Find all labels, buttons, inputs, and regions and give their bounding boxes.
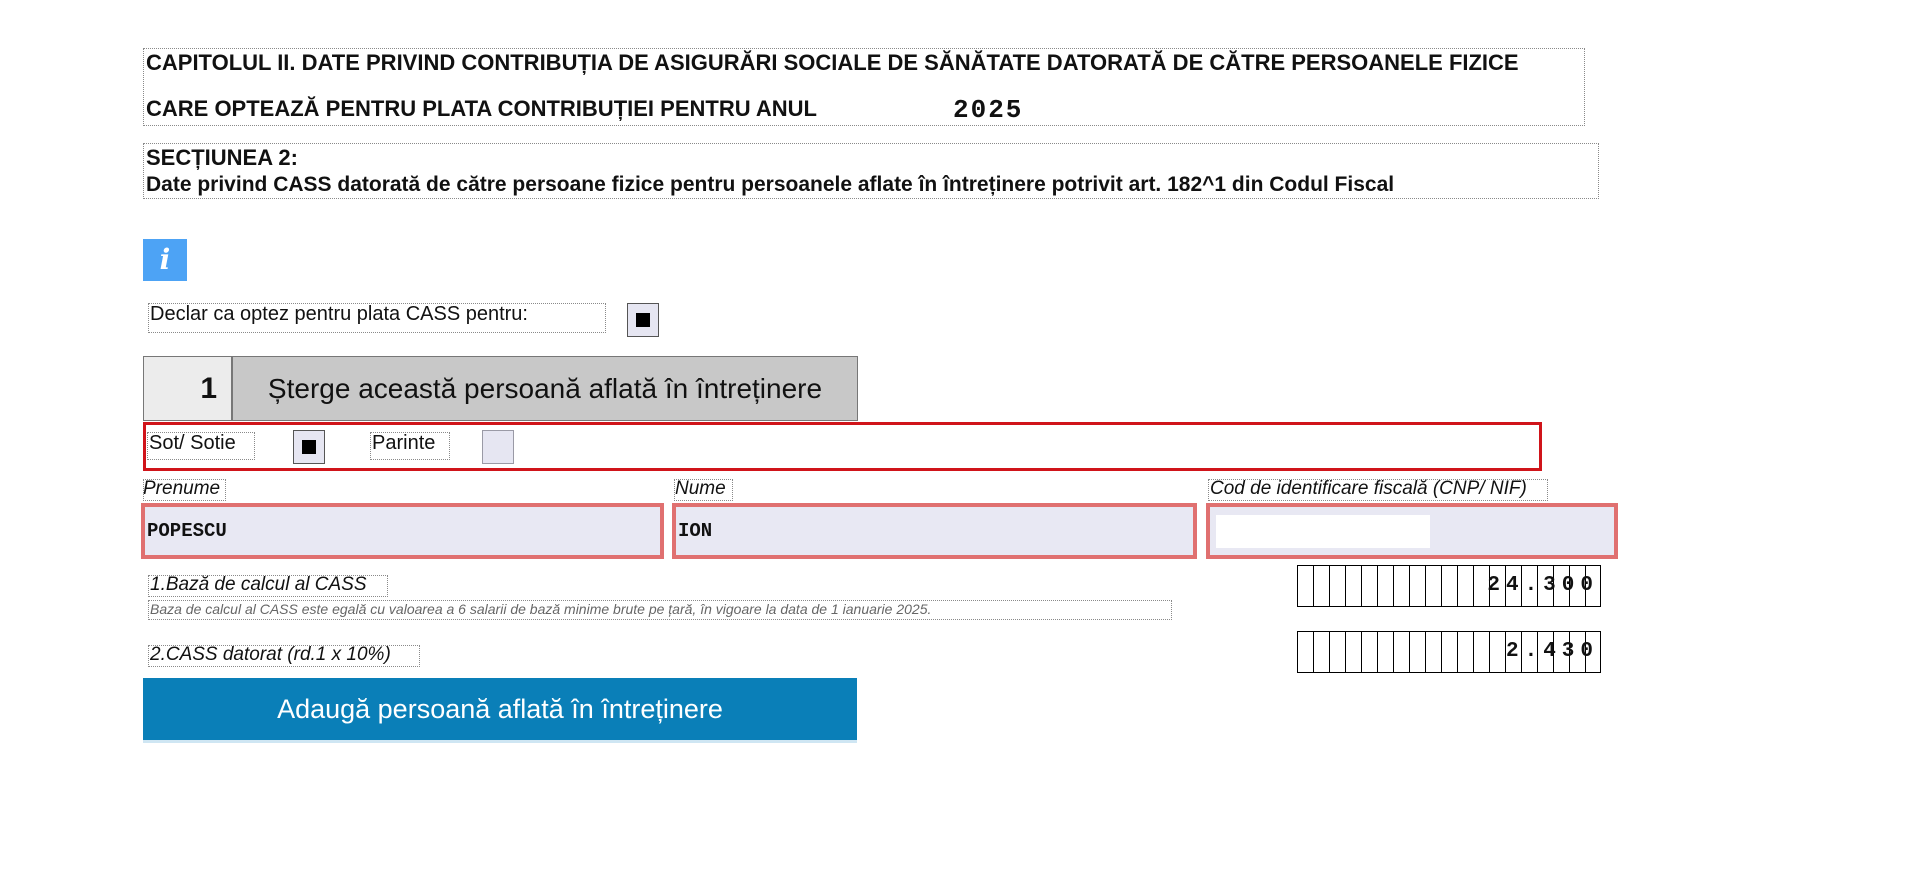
grid-cell [1346,566,1362,606]
grid-cell [1314,632,1330,672]
grid-cell [1330,566,1346,606]
grid-cell [1442,632,1458,672]
spouse-checkbox[interactable] [293,430,325,464]
parent-label: Parinte [372,432,436,454]
info-icon[interactable]: i [143,239,187,281]
person-index: 1 [143,356,232,421]
grid-cell [1378,632,1394,672]
grid-cell [1394,632,1410,672]
delete-person-button[interactable]: Șterge această persoană aflată în întreținere [232,356,858,421]
cnp-label: Cod de identificare fiscală (CNP/ NIF) [1210,478,1527,499]
grid-cell [1410,566,1426,606]
grid-cell [1426,566,1442,606]
add-person-button[interactable]: Adaugă persoană aflată în întreținere [143,678,857,743]
chapter-title-line2: CARE OPTEAZĂ PENTRU PLATA CONTRIBUȚIEI PENTRU ANUL [146,96,817,121]
prenume-label: Prenume [143,478,221,499]
parent-checkbox[interactable] [482,430,514,464]
declar-checkbox[interactable] [627,303,659,337]
relation-row [143,422,1542,471]
grid-cell [1298,632,1314,672]
nume-label: Nume [675,478,726,499]
spouse-label: Sot/ Sotie [149,432,236,454]
year-field[interactable]: 2025 [953,95,1024,125]
row2-amount: 2.430 [1505,640,1599,663]
section-label: SECȚIUNEA 2: [146,145,298,170]
row2-label: 2.CASS datorat (rd.1 x 10%) [150,644,391,665]
row1-note: Baza de calcul al CASS este egală cu valoarea a 6 salarii de bază minime brute pe țară, în vigoare la data de 1 ianuarie 2025. [150,601,932,617]
declar-label: Declar ca optez pentru plata CASS pentru: [150,303,528,325]
grid-cell [1490,632,1506,672]
grid-cell [1346,632,1362,672]
grid-cell [1458,632,1474,672]
cnp-input[interactable] [1206,503,1618,559]
nume-input[interactable]: ION [672,503,1197,559]
grid-cell [1378,566,1394,606]
cnp-value-box [1216,515,1430,548]
grid-cell [1330,632,1346,672]
grid-cell [1442,566,1458,606]
grid-cell [1394,566,1410,606]
grid-cell [1314,566,1330,606]
grid-cell [1298,566,1314,606]
grid-cell [1362,632,1378,672]
row1-label: 1.Bază de calcul al CASS [150,574,367,595]
section-description: Date privind CASS datorată de către persoane fizice pentru persoanele aflate în întreținere potrivit art. 182^1 din Codul Fiscal [146,173,1395,196]
grid-cell [1362,566,1378,606]
chapter-title-line1: CAPITOLUL II. DATE PRIVIND CONTRIBUȚIA DE ASIGURĂRI SOCIALE DE SĂNĂTATE DATORATĂ DE CĂTRE PERSOANELE FIZICE [146,50,1519,75]
grid-cell [1410,632,1426,672]
prenume-input[interactable]: POPESCU [141,503,664,559]
grid-cell [1426,632,1442,672]
row1-amount: 24.300 [1487,574,1599,597]
grid-cell [1474,632,1490,672]
grid-cell [1458,566,1474,606]
